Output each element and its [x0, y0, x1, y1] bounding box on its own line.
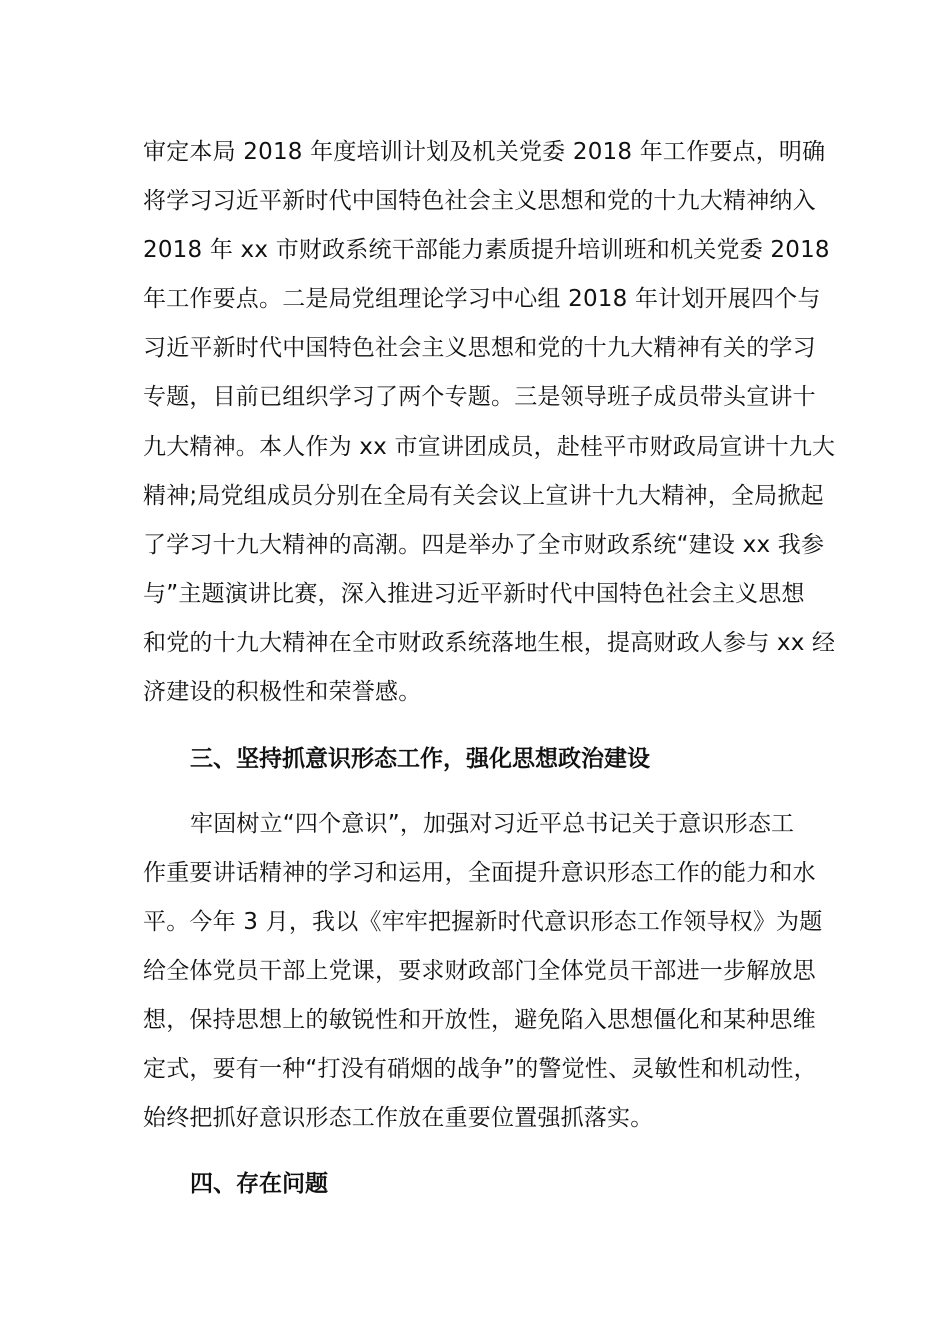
- paragraph-1-line-4: 年工作要点。二是局党组理论学习中心组 2018 年计划开展四个与: [143, 286, 821, 312]
- section-3-line-1: 牢固树立“四个意识”，加强对习近平总书记关于意识形态工: [190, 811, 795, 837]
- paragraph-1-line-2: 将学习习近平新时代中国特色社会主义思想和党的十九大精神纳入: [143, 188, 816, 214]
- section-3-line-7: 始终把抓好意识形态工作放在重要位置强抓落实。: [143, 1105, 654, 1131]
- section-3-line-4: 给全体党员干部上党课，要求财政部门全体党员干部进一步解放思: [143, 958, 816, 984]
- paragraph-1-line-7: 九大精神。本人作为 xx 市宣讲团成员，赴桂平市财政局宣讲十九大: [143, 434, 836, 460]
- paragraph-1-line-6: 专题，目前已组织学习了两个专题。三是领导班子成员带头宣讲十: [143, 384, 816, 410]
- paragraph-1-line-12: 济建设的积极性和荣誉感。: [143, 679, 422, 705]
- section-4-heading: 四、存在问题: [190, 1171, 328, 1197]
- paragraph-1-line-11: 和党的十九大精神在全市财政系统落地生根，提高财政人参与 xx 经: [143, 630, 836, 656]
- section-3-heading: 三、坚持抓意识形态工作，强化思想政治建设: [190, 746, 650, 772]
- paragraph-1-line-5: 习近平新时代中国特色社会主义思想和党的十九大精神有关的学习: [143, 335, 816, 361]
- section-3-line-5: 想，保持思想上的敏锐性和开放性，避免陷入思想僵化和某种思维: [143, 1007, 816, 1033]
- paragraph-1-line-8: 精神;局党组成员分别在全局有关会议上宣讲十九大精神，全局掀起: [143, 483, 824, 509]
- section-3-line-6: 定式，要有一种“打没有硝烟的战争”的警觉性、灵敏性和机动性，: [143, 1056, 817, 1082]
- paragraph-1-line-10: 与”主题演讲比赛，深入推进习近平新时代中国特色社会主义思想: [143, 581, 805, 607]
- paragraph-1-line-1: 审定本局 2018 年度培训计划及机关党委 2018 年工作要点，明确: [143, 139, 826, 165]
- section-3-line-2: 作重要讲话精神的学习和运用，全面提升意识形态工作的能力和水: [143, 860, 816, 886]
- paragraph-1-line-3: 2018 年 xx 市财政系统干部能力素质提升培训班和机关党委 2018: [143, 237, 830, 263]
- paragraph-1-line-9: 了学习十九大精神的高潮。四是举办了全市财政系统“建设 xx 我参: [143, 532, 825, 558]
- section-3-line-3: 平。今年 3 月，我以《牢牢把握新时代意识形态工作领导权》为题: [143, 909, 823, 935]
